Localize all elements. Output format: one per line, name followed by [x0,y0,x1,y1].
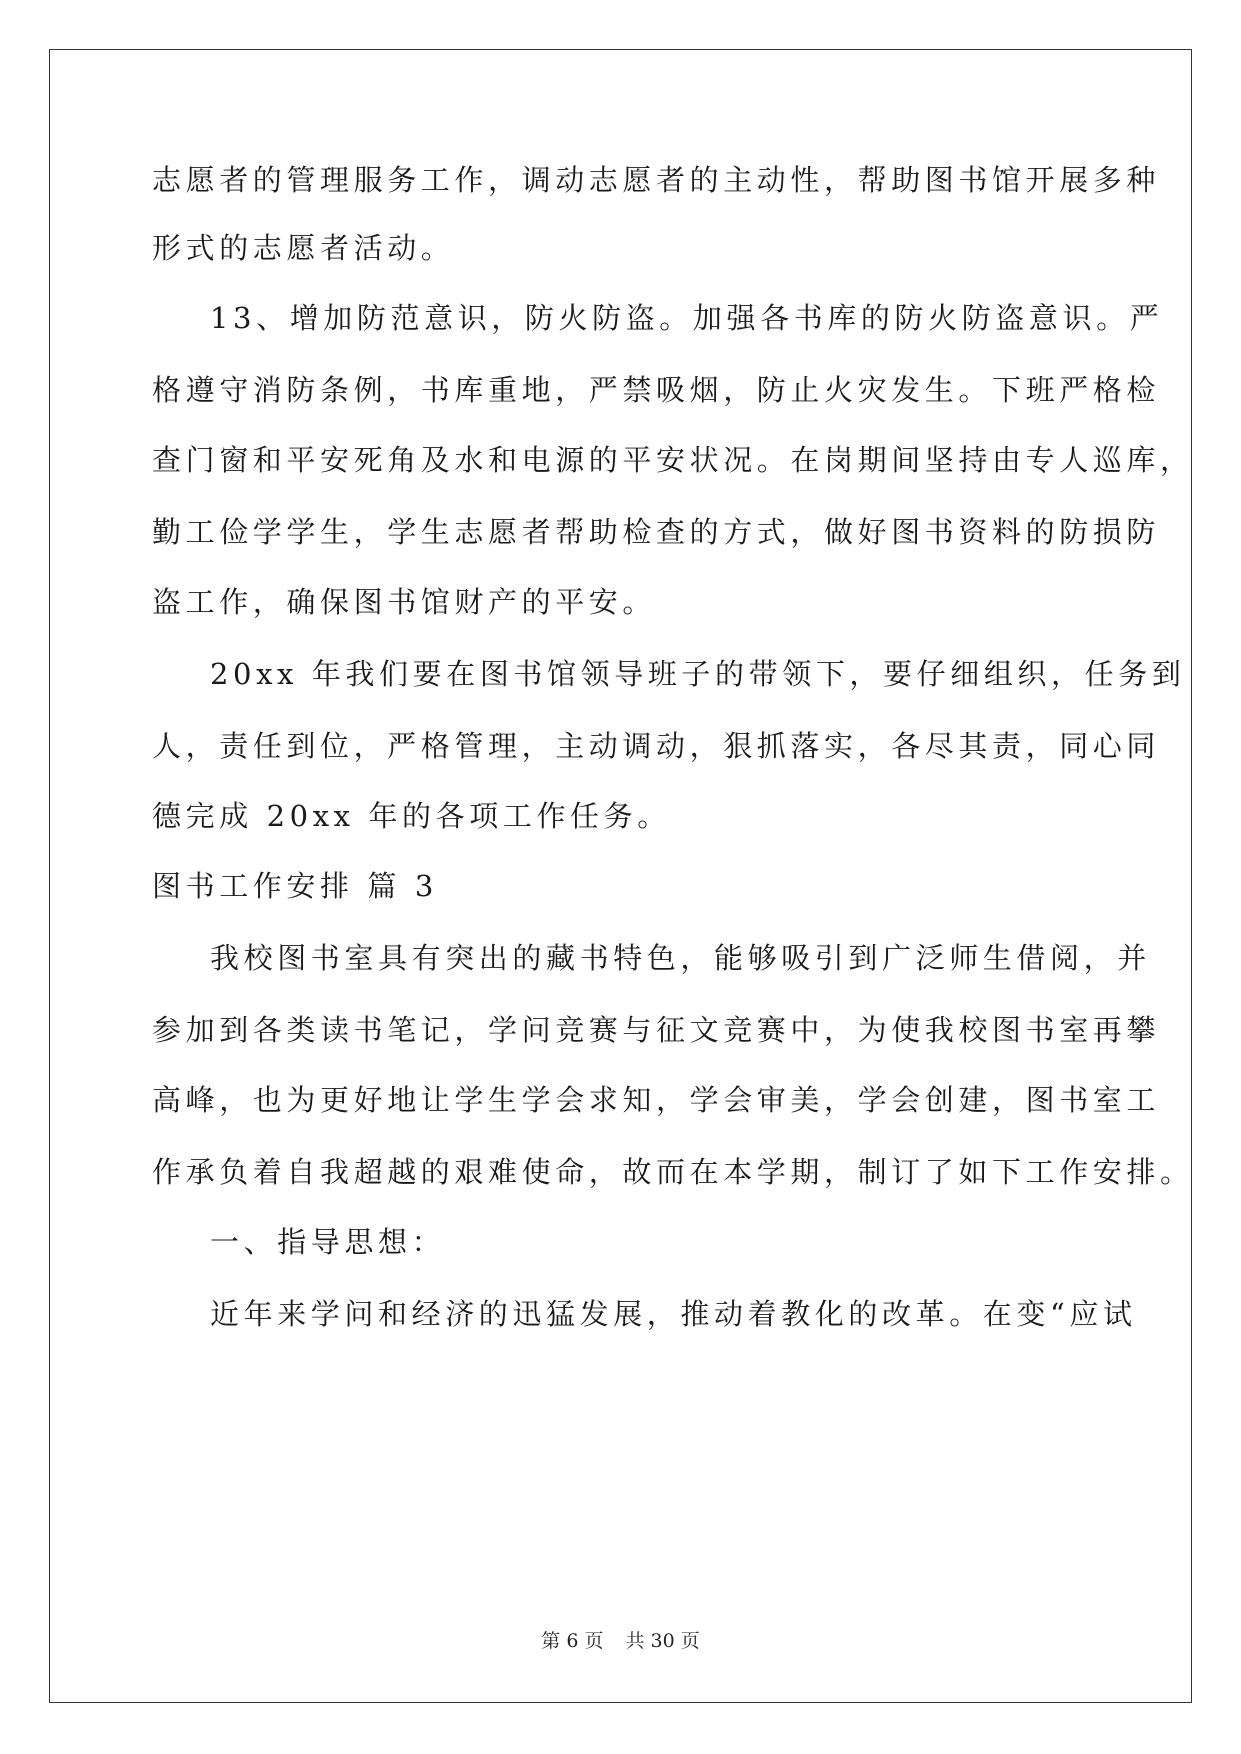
subheading-guiding-thought: 一、指导思想： [210,1225,446,1259]
text-line: 近年来学问和经济的迅猛发展，推动着教化的改革。在变“应试 [210,1297,1137,1331]
text-line: 人，责任到位，严格管理，主动调动，狠抓落实，各尽其责，同心同 [152,729,1161,763]
text-line: 格遵守消防条例，书库重地，严禁吸烟，防止火灾发生。下班严格检 [152,373,1161,407]
paragraph-20xx: 20xx 年我们要在图书馆领导班子的带领下，要仔细组织，任务到 [210,657,1186,691]
text-line: 作承负着自我超越的艰难使命，故而在本学期，制订了如下工作安排。 [152,1155,1194,1189]
paragraph-intro: 我校图书室具有突出的藏书特色，能够吸引到广泛师生借阅，并 [210,941,1151,975]
text-line: 查门窗和平安死角及水和电源的平安状况。在岗期间坚持由专人巡库， [152,443,1194,477]
text-line: 德完成 20xx 年的各项工作任务。 [152,799,671,833]
paragraph-13: 13、增加防范意识，防火防盗。加强各书库的防火防盗意识。严 [210,301,1164,335]
page-total: 共 30 页 [625,1630,700,1652]
section-heading: 图书工作安排 篇 3 [152,869,438,903]
text-line: 参加到各类读书笔记，学问竞赛与征文竞赛中，为使我校图书室再攀 [152,1013,1161,1047]
text-line: 志愿者的管理服务工作，调动志愿者的主动性，帮助图书馆开展多种 [152,163,1161,197]
text-line: 盗工作，确保图书馆财产的平安。 [152,585,657,619]
page-number: 第 6 页 [541,1630,604,1652]
text-line: 形式的志愿者活动。 [152,231,455,265]
text-line: 勤工俭学学生，学生志愿者帮助检查的方式，做好图书资料的防损防 [152,515,1161,549]
text-line: 高峰，也为更好地让学生学会求知，学会审美，学会创建，图书室工 [152,1083,1161,1117]
page-footer [0,1626,1241,1653]
